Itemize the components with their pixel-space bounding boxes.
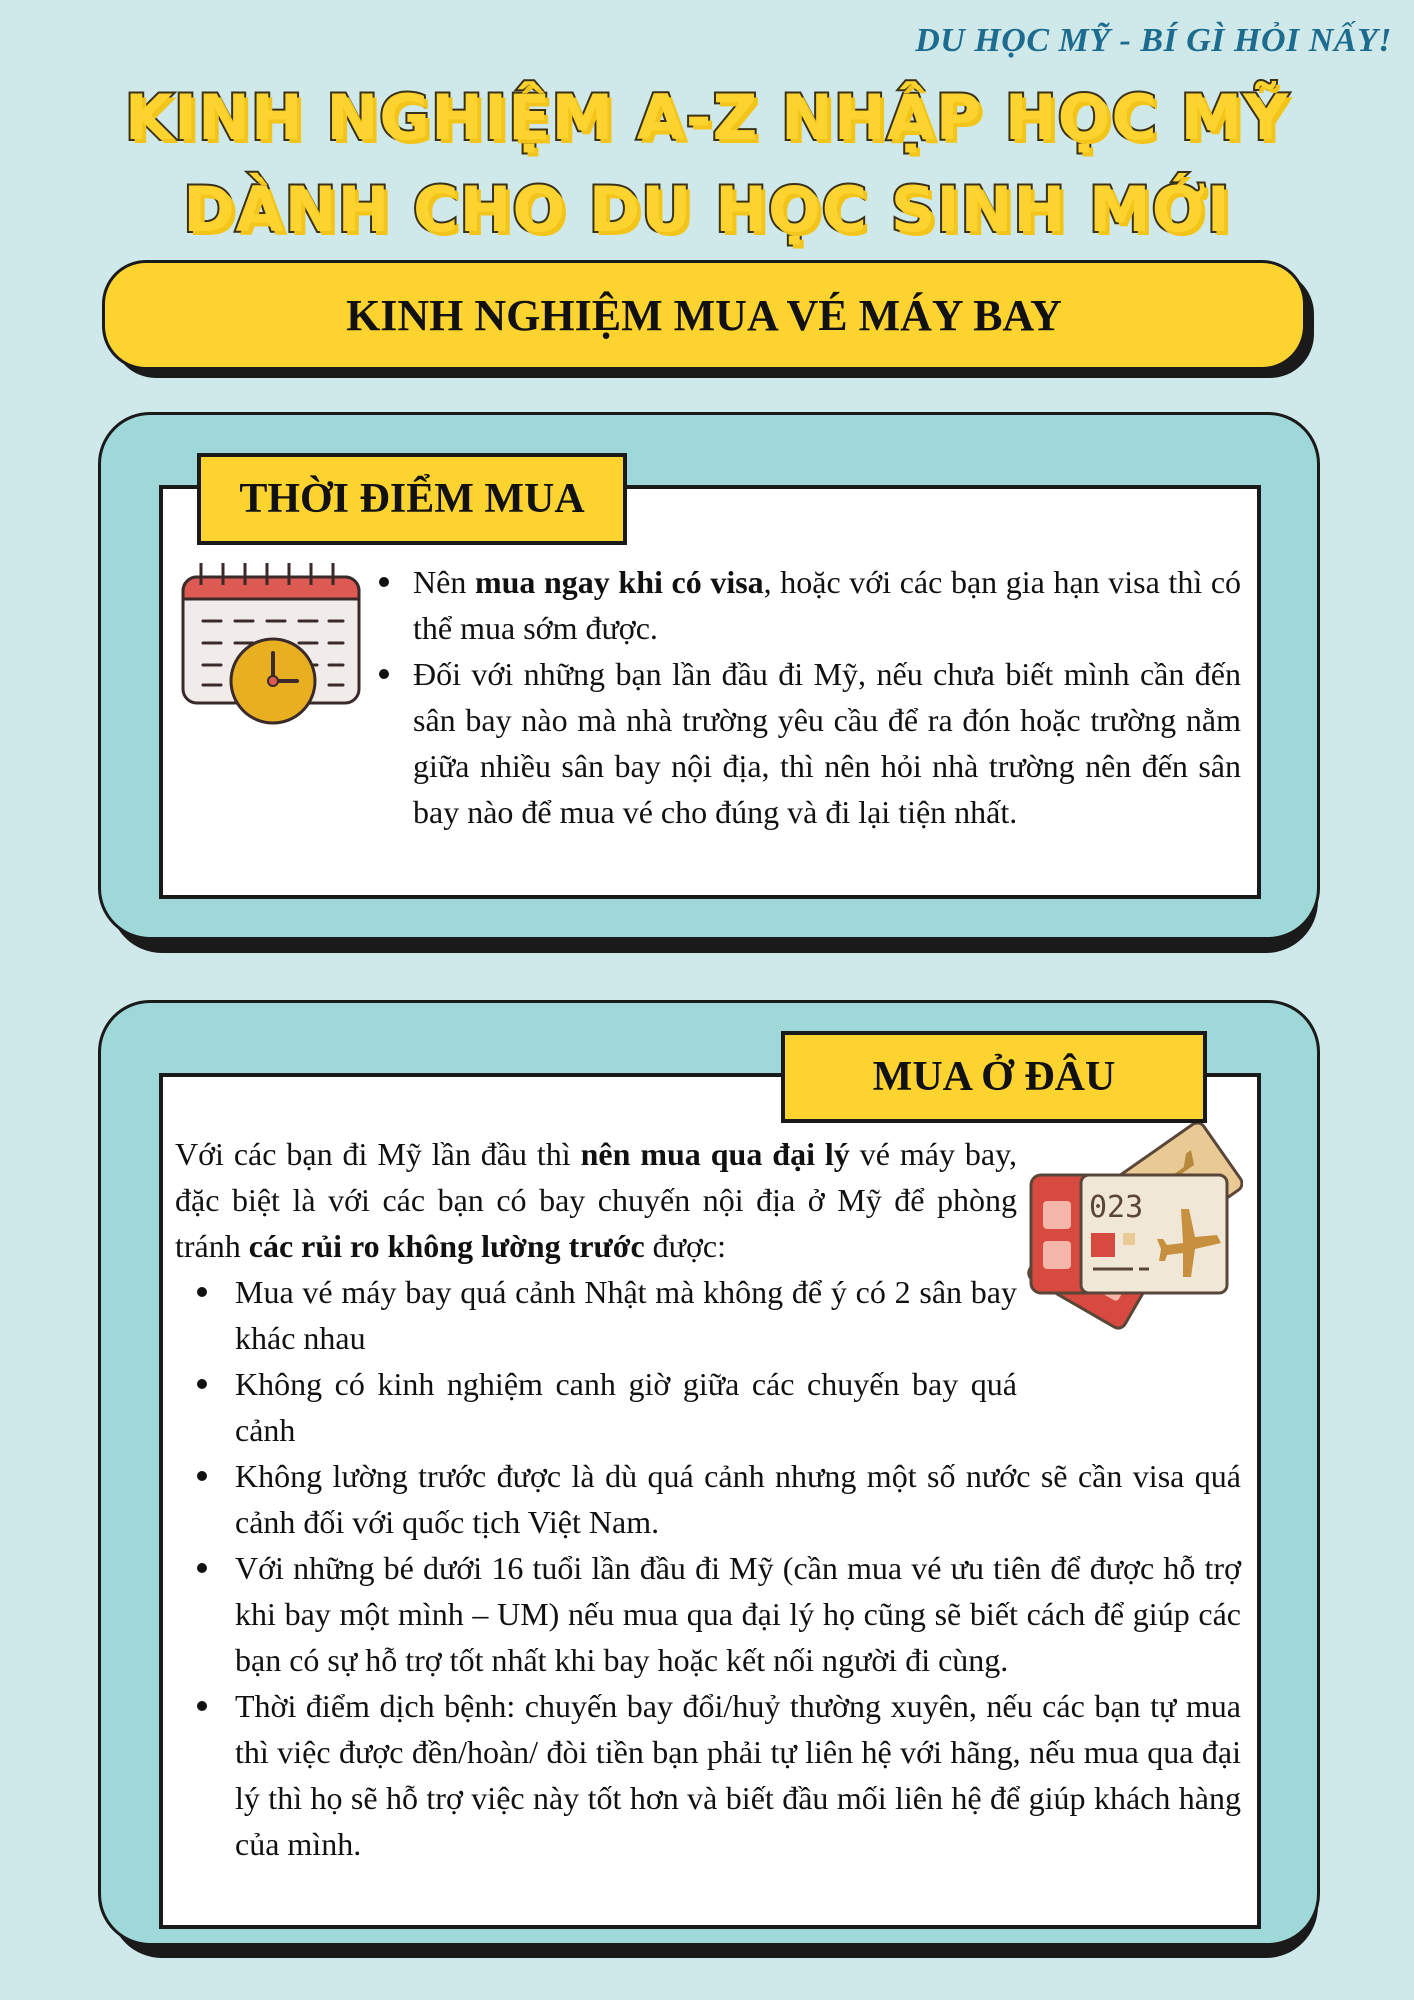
where-to-buy-list [175, 1269, 1241, 1867]
when-to-buy-list [413, 559, 1241, 835]
tagline: DU HỌC MỸ - BÍ GÌ HỎI NẤY! [915, 22, 1392, 59]
list-item: Thời điểm dịch bệnh: chuyến bay đổi/huỷ thường xuyên, nếu các bạn tự mua thì việc được đền/hoàn/ đòi tiền bạn phải tự liên hệ với hãng, nếu mua qua đại lý thì họ sẽ hỗ trợ việc này tốt hơn và biết đầu mối liên hệ để giúp khách hàng của mình. [175, 1683, 1241, 1867]
label-where-to-buy: MUA Ở ĐÂU [781, 1031, 1207, 1123]
list-item: Nên mua ngay khi có visa, hoặc với các bạn gia hạn visa thì có thể mua sớm được. [413, 559, 1241, 651]
label-when-to-buy: THỜI ĐIỂM MUA [197, 453, 627, 545]
calendar-clock-icon [177, 555, 373, 745]
banner-text: KINH NGHIỆM MUA VÉ MÁY BAY [346, 290, 1062, 340]
list-item: Không có kinh nghiệm canh giờ giữa các chuyến bay quá cảnh [175, 1361, 1017, 1453]
page-title-line-2: DÀNH CHO DU HỌC SINH MỚI [183, 173, 1231, 246]
where-to-buy-intro: Với các bạn đi Mỹ lần đầu thì nên mua qua đại lý vé máy bay, đặc biệt là với các bạn có bay chuyến nội địa ở Mỹ để phòng tránh các rủi ro không lường trước được: [175, 1136, 1018, 1264]
panel-2-content-box [159, 1073, 1261, 1929]
page-title [0, 72, 1414, 256]
panel-where-to-buy [98, 1000, 1320, 1946]
section-banner [102, 260, 1306, 370]
list-item: Không lường trước được là dù quá cảnh nhưng một số nước sẽ cần visa quá cảnh đối với quốc tịch Việt Nam. [175, 1453, 1241, 1545]
ticket-number: 023 [1089, 1190, 1144, 1225]
list-item: Với những bé dưới 16 tuổi lần đầu đi Mỹ (cần mua vé ưu tiên để được hỗ trợ khi bay một mình – UM) nếu mua qua đại lý họ cũng sẽ biết cách để giúp các bạn có sự hỗ trợ tốt nhất khi bay hoặc kết nối người đi cùng. [175, 1545, 1241, 1683]
page-title-line-1: KINH NGHIỆM A-Z NHẬP HỌC MỸ [124, 81, 1290, 154]
list-item: Đối với những bạn lần đầu đi Mỹ, nếu chưa biết mình cần đến sân bay nào mà nhà trường yêu cầu để ra đón hoặc trường nằm giữa nhiều sân bay nội địa, thì nên hỏi nhà trường nên đến sân bay nào để mua vé cho đúng và đi lại tiện nhất. [413, 651, 1241, 835]
panel-1-content-box [159, 485, 1261, 899]
list-item: Mua vé máy bay quá cảnh Nhật mà không để ý có 2 sân bay khác nhau [175, 1269, 1017, 1361]
panel-when-to-buy [98, 412, 1320, 940]
